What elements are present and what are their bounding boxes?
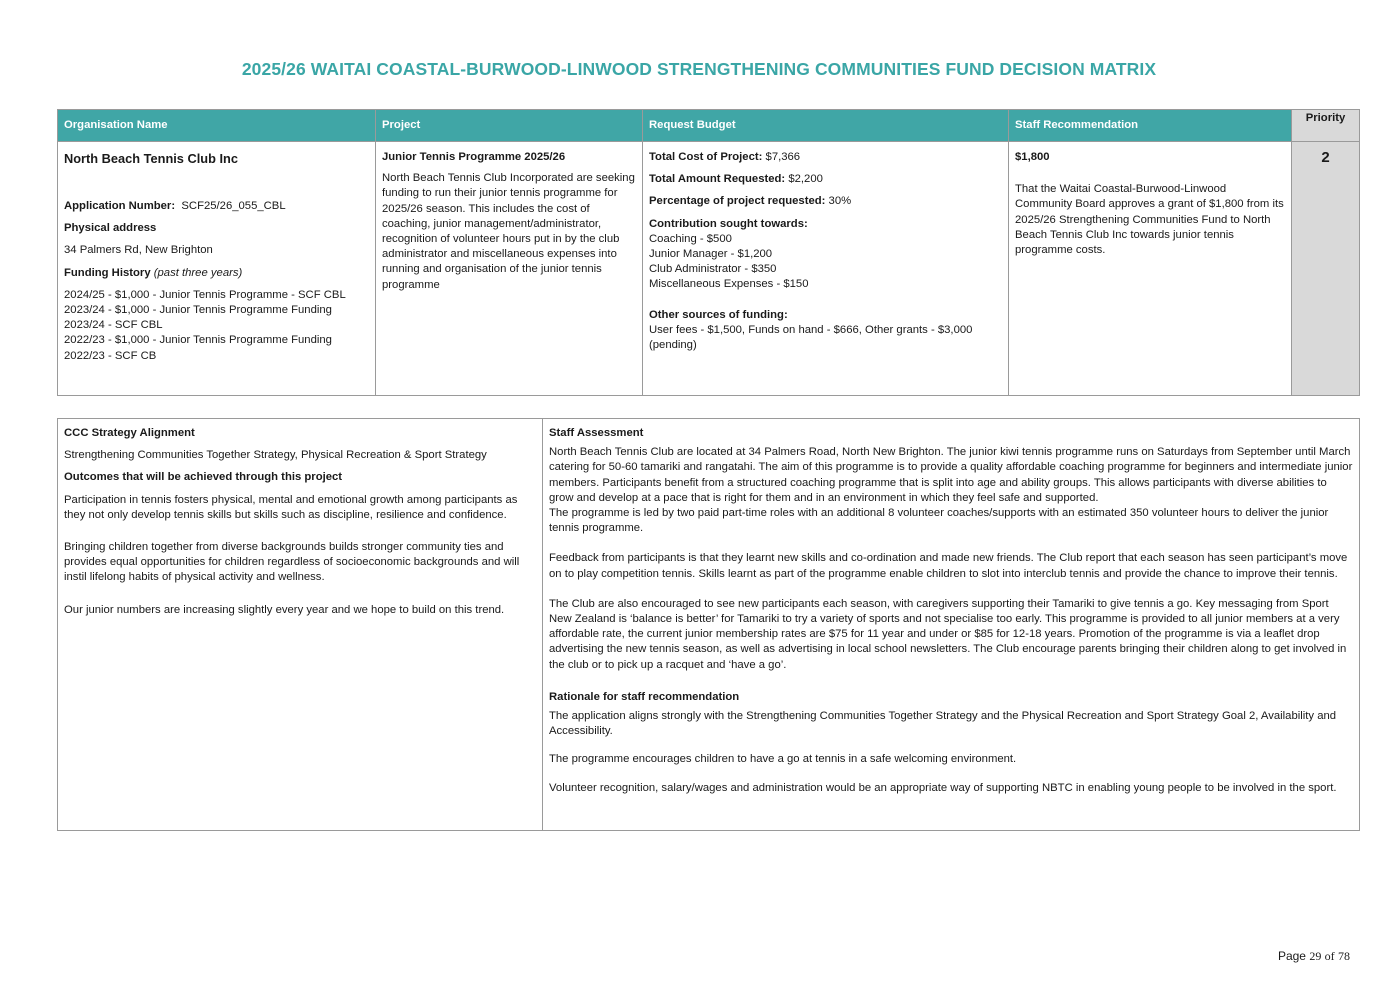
page-footer [1278,949,1350,964]
header-project: Project [376,110,643,142]
staff-assessment-cell [543,419,1360,831]
recommendation-text: That the Waitai Coastal-Burwood-Linwood Community Board approves a grant of $1,800 from its 2025/26 Strengthening Communities Fund to North Beach Tennis Club Inc towards junior tennis programme costs. [1015,183,1284,257]
assessment-row [58,419,1360,831]
amount-requested-value: $2,200 [788,173,823,186]
decision-matrix-table [57,109,1360,396]
funding-history-heading [64,266,369,281]
rationale-paragraph: The programme encourages children to have a go at tennis in a safe welcoming environment. [549,753,1017,766]
staff-assessment-label: Staff Assessment [549,427,644,439]
other-funding-value: User fees - $1,500, Funds on hand - $666, Other grants - $3,000 (pending) [649,323,973,352]
contribution-item: Miscellaneous Expenses - $150 [649,278,809,291]
physical-address-label: Physical address [64,222,157,235]
amount-requested-label: Total Amount Requested: [649,173,786,186]
assessment-paragraph: The Club are also encouraged to see new participants each season, with caregivers supporting their Tamariki to give tennis a go. Key messaging from Sport New Zealand is ‘balance is better’ for Tamariki to try a variety of sports and not specialise too early. This programme is provided to all junior members at a very affordable rate, the current junior membership rates are $75 for 11 year and under or $85 for 12-18 years. Promotion of the programme is via a leaflet drop advertising the new tennis season, as well as advertising in local school newsletters. The Club encourage parents bringing their children along to get involved in the club or to pick up a racquet and ‘have a go’. [549,597,1347,671]
organisation-name: North Beach Tennis Club Inc [64,151,238,166]
budget-cell [643,142,1009,396]
funding-history-item: 2022/23 - SCF CB [64,349,157,362]
total-cost-label: Total Cost of Project: [649,151,763,163]
assessment-paragraph: North Beach Tennis Club are located at 34 Palmers Road, North New Brighton. The junior kiwi tennis programme runs on Saturdays from September until March catering for 50-60 tamariki and rangatahi. The aim of this programme is to provide a quality affordable coaching programme for beginners and intermediate junior members. Participants benefit from a structured coaching programme that is split into age and ability groups. This allows participants with diverse abilities to grow and develop at a pace that is right for them and in an environment in which they feel safe and supported. [549,446,1353,504]
strategy-cell [58,419,543,831]
assessment-table [57,418,1360,831]
organisation-cell [58,142,376,396]
rationale-paragraph: Volunteer recognition, salary/wages and administration would be an appropriate way of supporting NBTC in enabling young people to be involved in the sport. [549,781,1337,794]
contribution-item: Coaching - $500 [649,232,732,245]
page-label: Page [1277,949,1306,963]
funding-history-item: 2022/23 - $1,000 - Junior Tennis Programme Funding [64,334,332,347]
priority-cell [1292,142,1360,396]
total-cost [649,150,1002,165]
funding-history-item: 2023/24 - $1,000 - Junior Tennis Programme Funding [64,304,332,317]
strategy-alignment-label: CCC Strategy Alignment [64,427,195,439]
header-priority: Priority [1292,110,1360,142]
recommendation-cell [1009,142,1292,396]
matrix-header-row [58,110,1360,142]
funding-history-label: Funding History [64,266,151,279]
application-number-label: Application Number: [64,200,176,212]
project-description: North Beach Tennis Club Incorporated are seeking funding to run their junior tennis programme for 2025/26 season. This includes the cost of coaching, junior management/administrator, recognition of volunteer hours put in by the club administrator and miscellaneous expenses into running and organisation of the junior tennis programme [382,172,635,291]
contribution-item: Club Administrator - $350 [649,263,777,276]
funding-history-list [64,288,369,364]
funding-history-item: 2023/24 - SCF CBL [64,319,163,332]
physical-address-value: 34 Palmers Rd, New Brighton [64,244,213,257]
application-number [64,199,369,214]
project-cell [376,142,643,396]
project-name: Junior Tennis Programme 2025/26 [382,151,566,163]
percentage-requested-value: 30% [828,195,852,208]
assessment-paragraph: Feedback from participants is that they learnt new skills and co-ordination and made new friends. The Club report that each season has seen participant’s move on to play competition tennis. Skills learnt as part of the programme enable children to slot into interclub tennis and provide the chance to improve their tennis. [549,552,1348,580]
outcome-paragraph: Participation in tennis fosters physical, mental and emotional growth among participants as they not only develop tennis skills but skills such as discipline, resilience and confidence. [64,493,518,521]
recommendation-amount: $1,800 [1015,151,1050,163]
percentage-requested [649,194,1002,209]
outcome-paragraph: Bringing children together from diverse backgrounds builds stronger community ties and provides equal opportunities for children regardless of socioeconomic backgrounds and will instil lifelong habits of physical activity and wellness. [64,541,520,584]
funding-history-note: (past three years) [153,266,243,279]
assessment-paragraph: The programme is led by two paid part-time roles with an additional 8 volunteer coaches/supports with an estimated 350 volunteer hours to deliver the junior tennis programme. [549,507,1329,535]
percentage-requested-label: Percentage of project requested: [649,195,826,208]
contribution-item: Junior Manager - $1,200 [649,248,773,261]
page-title: 2025/26 WAITAI COASTAL-BURWOOD-LINWOOD STRENGTHENING COMMUNITIES FUND DECISION MATRIX [241,59,1157,79]
header-organisation-name: Organisation Name [58,110,376,142]
amount-requested [649,172,1002,187]
outcome-paragraph: Our junior numbers are increasing slightly every year and we hope to build on this trend. [64,603,505,616]
page-number: 29 [1309,949,1322,963]
priority-value: 2 [1321,149,1330,166]
rationale-label: Rationale for staff recommendation [549,690,740,703]
other-funding-label: Other sources of funding: [649,308,788,321]
outcomes-label: Outcomes that will be achieved through this project [64,471,343,484]
matrix-data-row [58,142,1360,396]
contribution-list [649,232,1002,293]
header-staff-recommendation: Staff Recommendation [1009,110,1292,142]
funding-history-item: 2024/25 - $1,000 - Junior Tennis Programme - SCF CBL [64,288,346,301]
total-pages: 78 [1338,949,1350,963]
page-of-label: of [1324,949,1335,963]
contribution-sought-label: Contribution sought towards: [649,217,808,230]
strategy-alignment-value: Strengthening Communities Together Strategy, Physical Recreation & Sport Strategy [64,449,487,462]
rationale-paragraph: The application aligns strongly with the Strengthening Communities Together Strategy and the Physical Recreation and Sport Strategy Goal 2, Availability and Accessibility. [549,710,1337,738]
total-cost-value: $7,366 [765,151,801,163]
application-number-value: SCF25/26_055_CBL [181,200,286,212]
header-request-budget: Request Budget [643,110,1009,142]
